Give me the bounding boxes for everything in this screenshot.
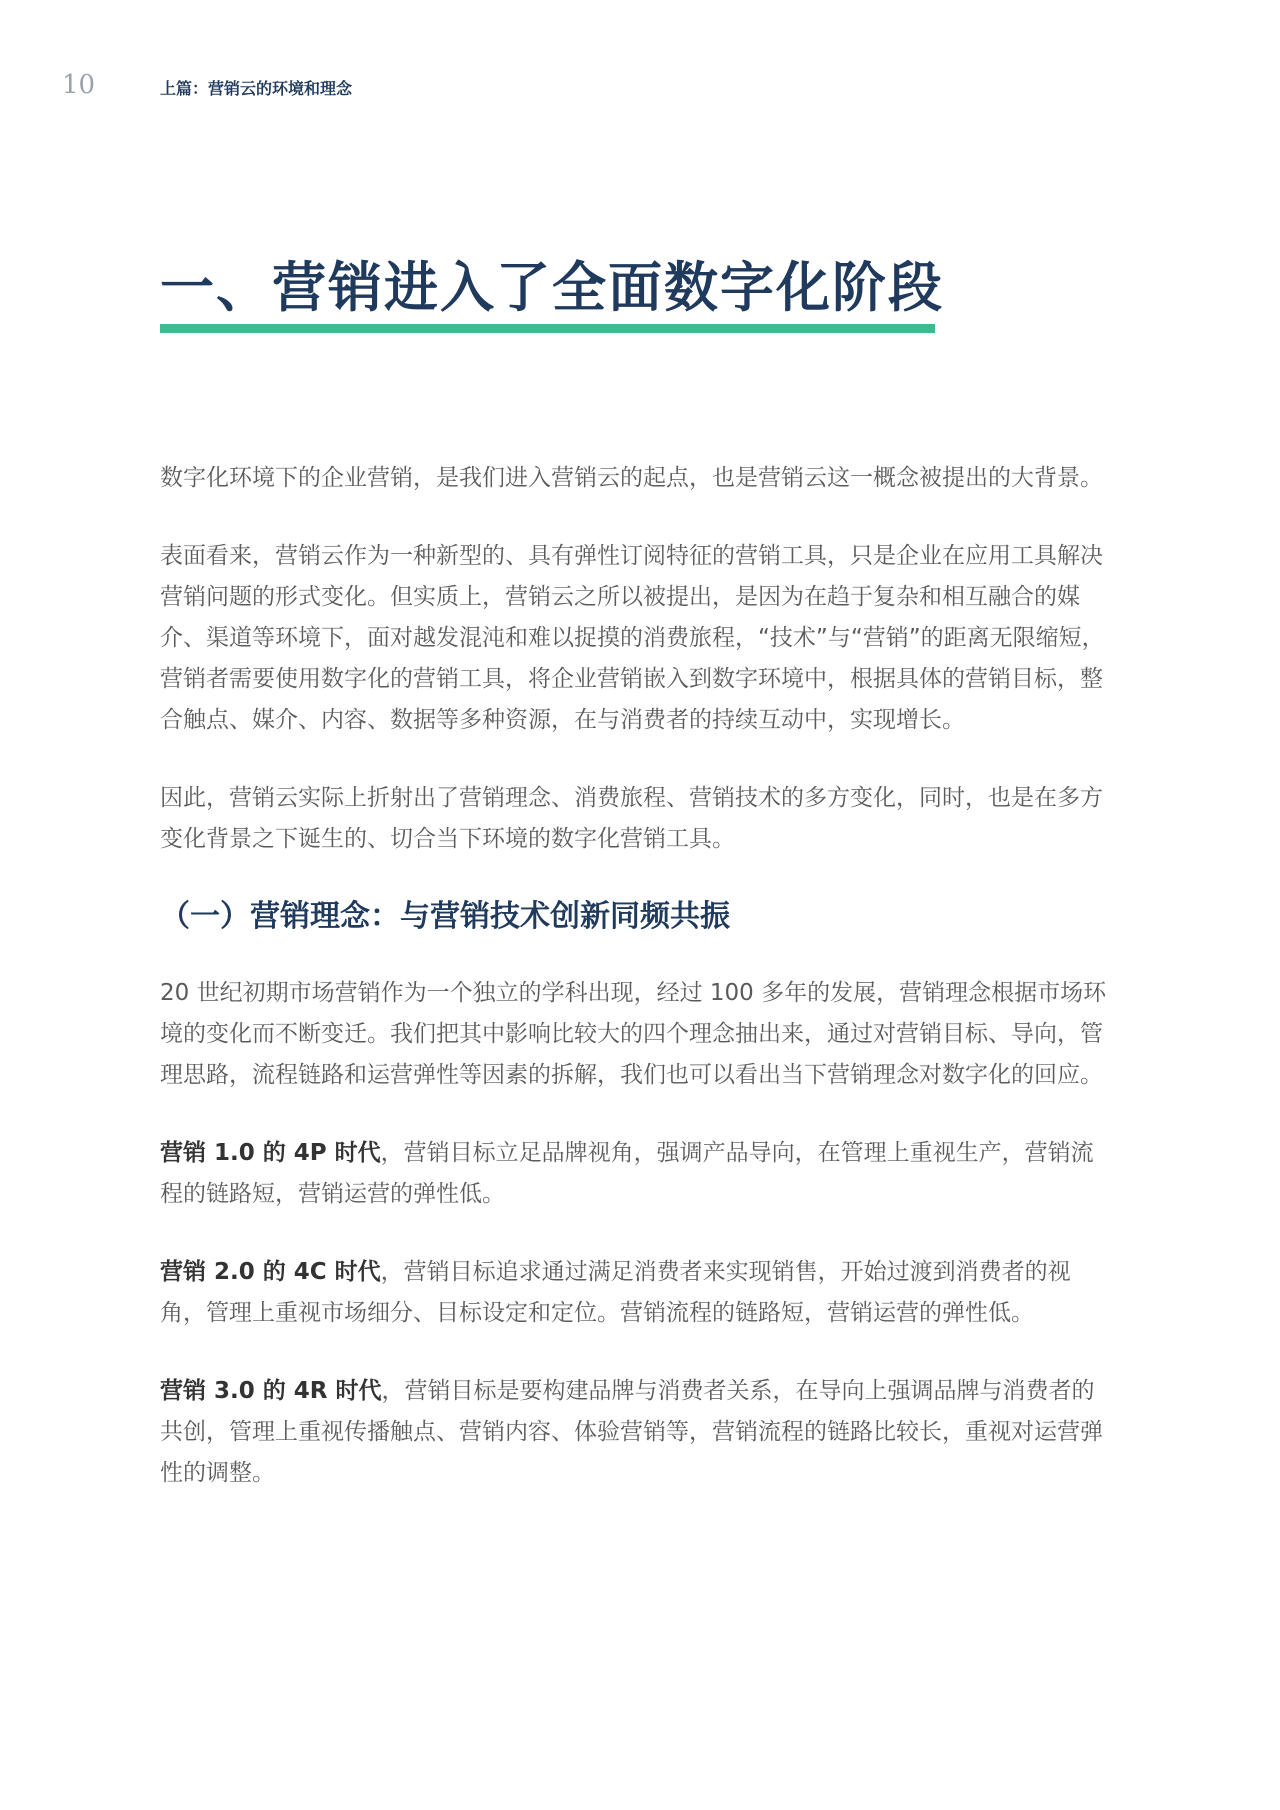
body-content [160, 458, 1108, 1531]
era-lead: 营销 3.0 的 4R 时代 [160, 1378, 382, 1404]
page-number: 10 [62, 70, 96, 100]
paragraph-surface: 表面看来，营销云作为一种新型的、具有弹性订阅特征的营销工具，只是企业在应用工具解决营销问题的形式变化。但实质上，营销云之所以被提出，是因为在趋于复杂和相互融合的媒介、渠道等环境下，面对越发混沌和难以捉摸的消费旅程，“技术”与“营销”的距离无限缩短，营销者需要使用数字化的营销工具，将企业营销嵌入到数字环境中，根据具体的营销目标，整合触点、媒介、内容、数据等多种资源，在与消费者的持续互动中，实现增长。 [160, 543, 1105, 733]
era-paragraph-2 [160, 1252, 1108, 1334]
era-paragraph-1 [160, 1133, 1108, 1215]
era-lead: 营销 1.0 的 4P 时代 [160, 1140, 381, 1166]
era-lead: 营销 2.0 的 4C 时代 [160, 1259, 381, 1285]
title-underline [160, 324, 935, 333]
paragraph-therefore: 因此，营销云实际上折射出了营销理念、消费旅程、营销技术的多方变化，同时，也是在多方变化背景之下诞生的、切合当下环境的数字化营销工具。 [160, 785, 1103, 852]
section-heading: （一）营销理念：与营销技术创新同频共振 [160, 899, 730, 934]
paragraph-intro: 数字化环境下的企业营销，是我们进入营销云的起点，也是营销云这一概念被提出的大背景。 [160, 465, 1103, 491]
chapter-title: 一、营销进入了全面数字化阶段 [160, 256, 944, 319]
era-text: ，营销目标是要构建品牌与消费者关系，在导向上强调品牌与消费者的共创，管理上重视传播触点、营销内容、体验营销等，营销流程的链路比较长，重视对运营弹性的调整。 [160, 1378, 1103, 1486]
paragraph-section-intro: 20 世纪初期市场营销作为一个独立的学科出现，经过 100 多年的发展，营销理念根据市场环境的变化而不断变迁。我们把其中影响比较大的四个理念抽出来，通过对营销目标、导向，管理思路，流程链路和运营弹性等因素的拆解，我们也可以看出当下营销理念对数字化的回应。 [160, 980, 1107, 1088]
era-text: ，营销目标立足品牌视角，强调产品导向，在管理上重视生产，营销流程的链路短，营销运营的弹性低。 [160, 1140, 1094, 1207]
era-paragraph-3 [160, 1371, 1108, 1494]
running-header: 上篇：营销云的环境和理念 [160, 79, 353, 98]
era-text: ，营销目标追求通过满足消费者来实现销售，开始过渡到消费者的视角，管理上重视市场细分、目标设定和定位。营销流程的链路短，营销运营的弹性低。 [160, 1259, 1071, 1326]
